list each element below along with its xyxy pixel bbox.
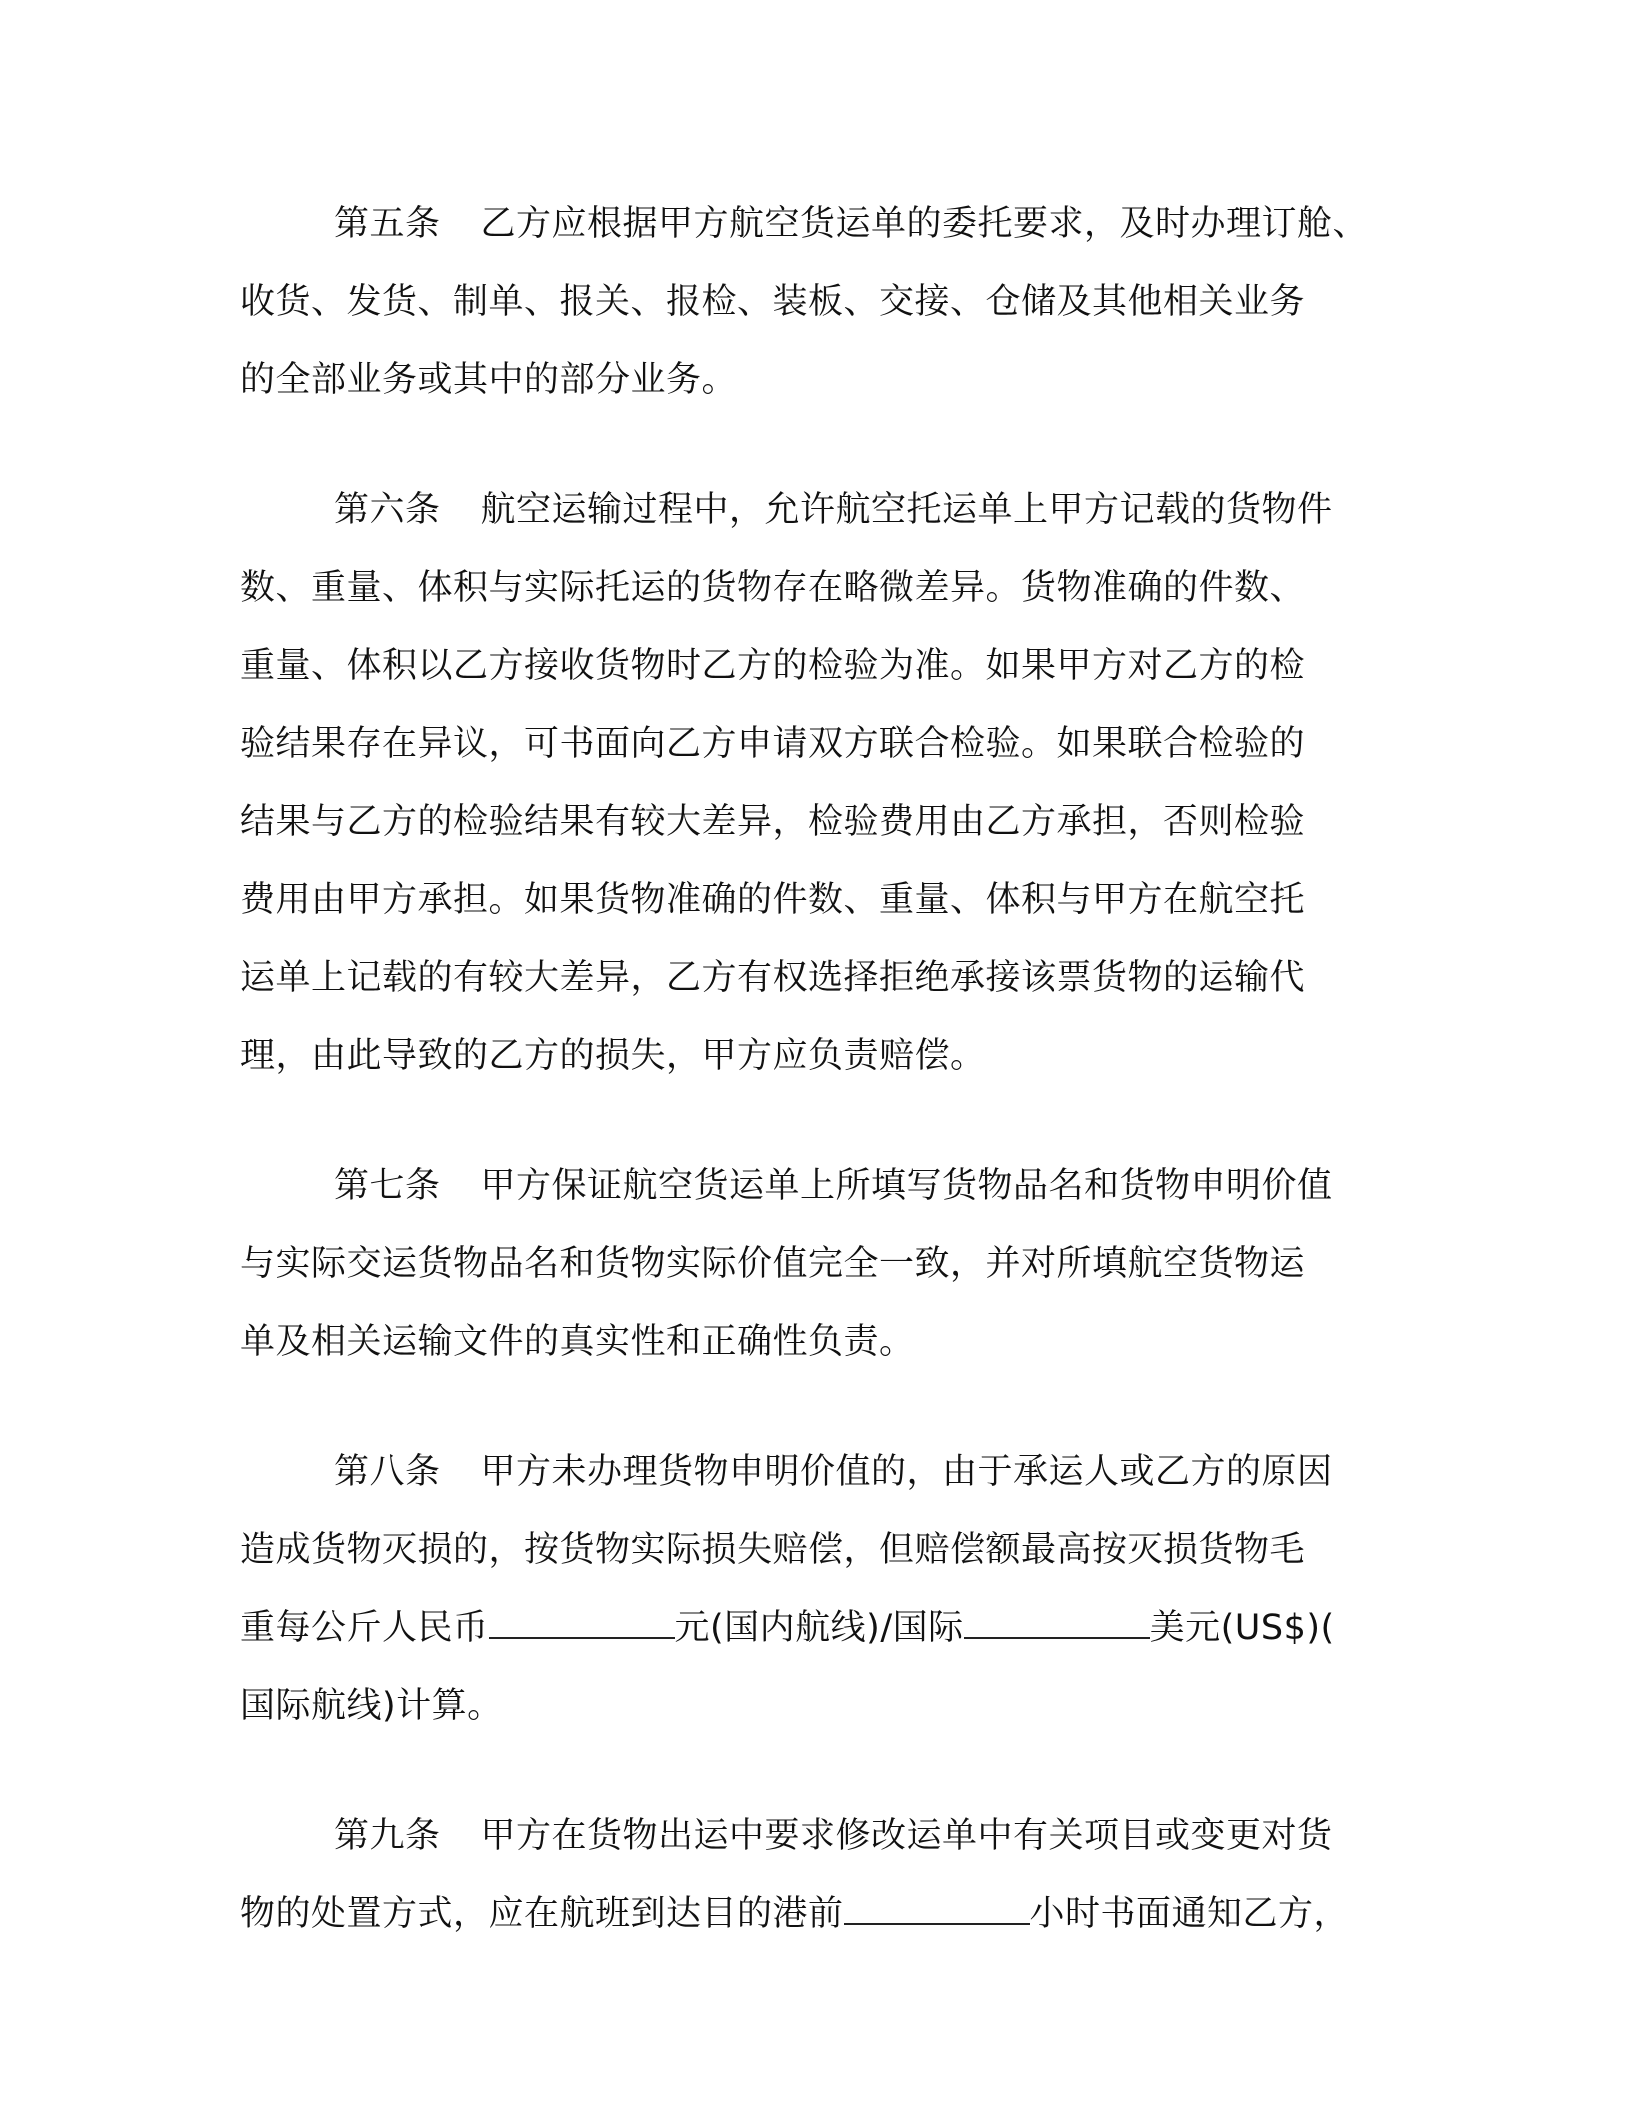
article-text: 乙方应根据甲方航空货运单的委托要求，及时办理订舱、 [480,204,1369,244]
article-8-line-4: 国际航线)计算。 [240,1686,503,1726]
fill-in-blank-rmb-amount[interactable] [489,1605,675,1639]
fill-in-blank-hours[interactable] [844,1891,1030,1925]
article-6-line-8: 理，由此导致的乙方的损失，甲方应负责赔偿。 [240,1036,986,1076]
article-8-line-1 [240,1433,1400,1511]
article-7 [240,1147,1400,1381]
article-5 [240,185,1400,419]
article-text: 甲方在货物出运中要求修改运单中有关项目或变更对货 [480,1816,1333,1856]
article-6-line-1 [240,471,1400,549]
article-number: 第五条 [334,204,441,244]
text-segment: 小时书面通知乙方， [1029,1894,1350,1934]
article-text: 甲方保证航空货运单上所填写货物品名和货物申明价值 [480,1166,1333,1206]
article-5-line-3: 的全部业务或其中的部分业务。 [240,360,738,400]
article-6-line-5: 结果与乙方的检验结果有较大差异，检验费用由乙方承担，否则检验 [240,802,1306,842]
article-5-line-2: 收货、发货、制单、报关、报检、装板、交接、仓储及其他相关业务 [240,282,1306,322]
text-segment: 重每公斤人民币 [240,1608,489,1648]
article-6 [240,471,1400,1095]
article-8 [240,1433,1400,1745]
article-5-line-1 [240,185,1400,263]
article-8-line-2: 造成货物灭损的，按货物实际损失赔偿，但赔偿额最高按灭损货物毛 [240,1530,1306,1570]
fill-in-blank-usd-amount[interactable] [964,1605,1150,1639]
article-6-line-3: 重量、体积以乙方接收货物时乙方的检验为准。如果甲方对乙方的检 [240,646,1306,686]
text-segment: 美元(US$)( [1149,1608,1335,1648]
article-6-line-7: 运单上记载的有较大差异，乙方有权选择拒绝承接该票货物的运输代 [240,958,1306,998]
article-9 [240,1797,1400,1953]
text-segment: 元(国内航线)/国际 [674,1608,964,1648]
document-body [240,185,1400,2005]
article-number: 第七条 [334,1166,441,1206]
text-segment: 物的处置方式，应在航班到达目的港前 [240,1894,844,1934]
article-6-line-2: 数、重量、体积与实际托运的货物存在略微差异。货物准确的件数、 [240,568,1306,608]
article-9-line-1 [240,1797,1400,1875]
article-6-line-4: 验结果存在异议，可书面向乙方申请双方联合检验。如果联合检验的 [240,724,1306,764]
article-text: 航空运输过程中，允许航空托运单上甲方记载的货物件 [480,490,1333,530]
article-7-line-2: 与实际交运货物品名和货物实际价值完全一致，并对所填航空货物运 [240,1244,1306,1284]
article-text: 甲方未办理货物申明价值的，由于承运人或乙方的原因 [480,1452,1333,1492]
article-number: 第六条 [334,490,441,530]
article-6-line-6: 费用由甲方承担。如果货物准确的件数、重量、体积与甲方在航空托 [240,880,1306,920]
article-number: 第九条 [334,1816,441,1856]
article-9-line-2 [240,1875,1400,1953]
article-7-line-1 [240,1147,1400,1225]
article-8-line-3 [240,1589,1400,1667]
article-number: 第八条 [334,1452,441,1492]
article-7-line-3: 单及相关运输文件的真实性和正确性负责。 [240,1322,915,1362]
